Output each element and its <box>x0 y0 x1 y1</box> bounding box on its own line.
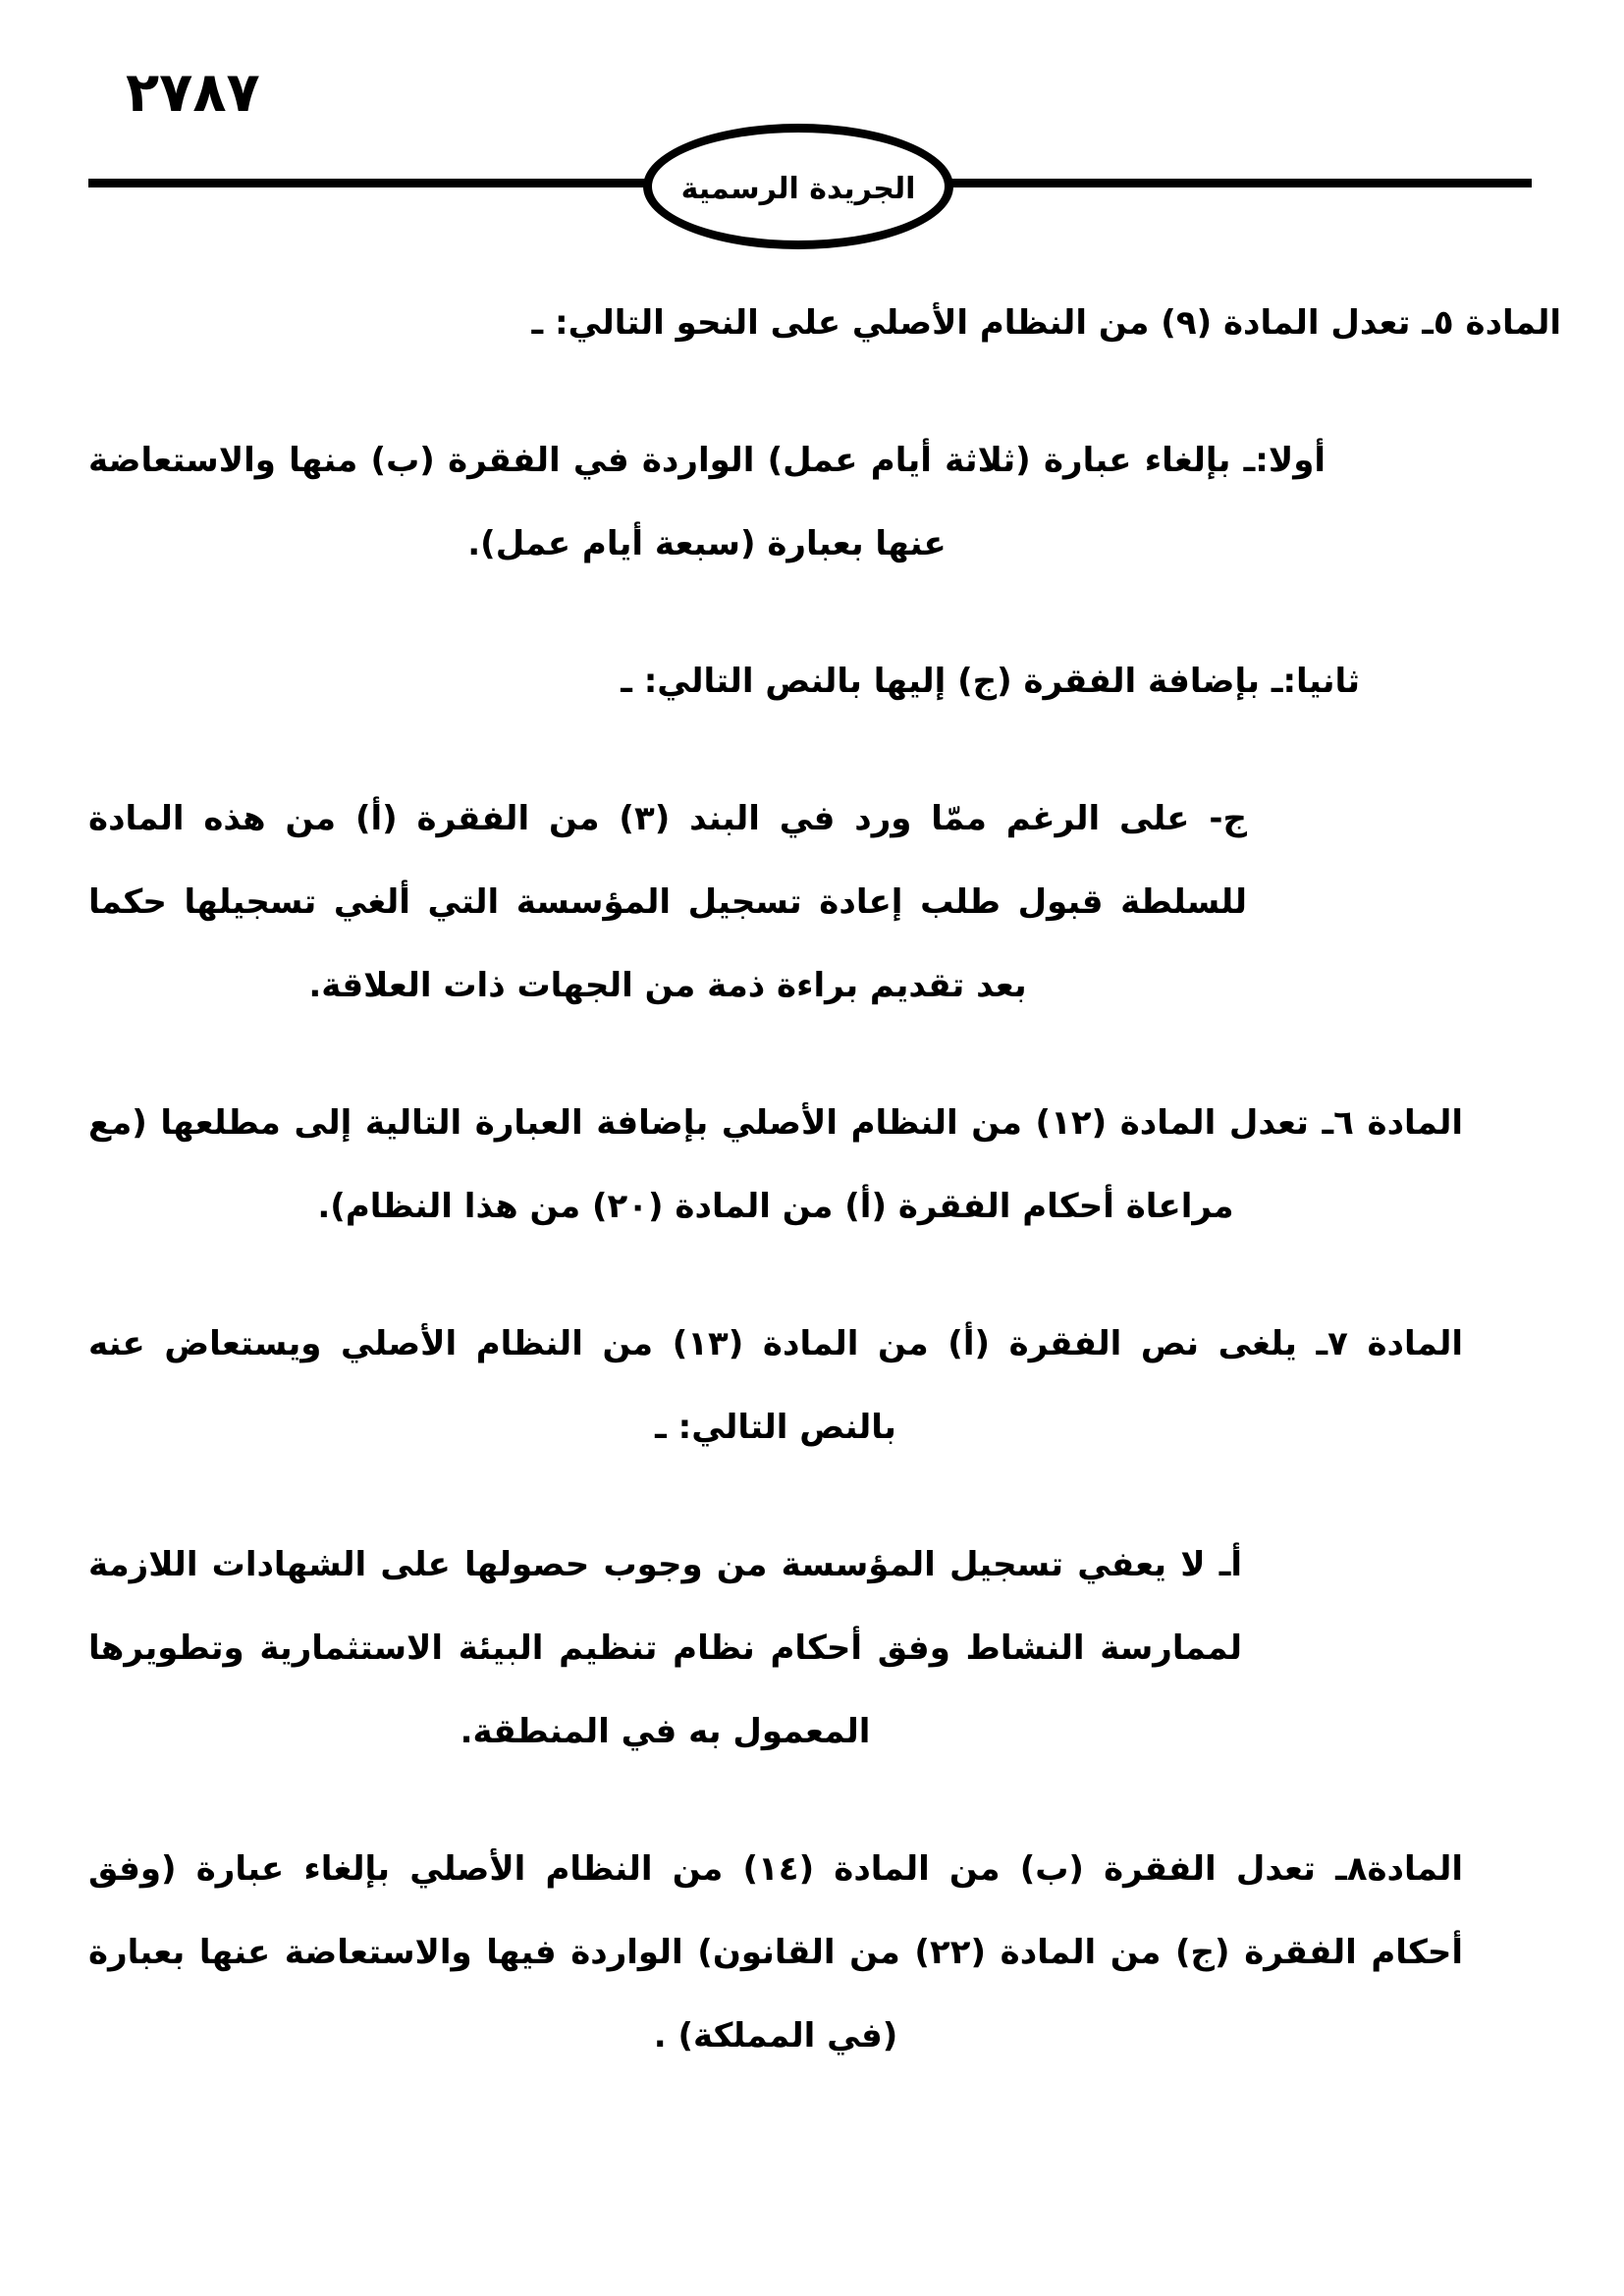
document-body <box>0 282 1624 2132</box>
gazette-title: الجريدة الرسمية <box>680 171 916 206</box>
paragraph-article-8: المادة٨ـ تعدل الفقرة (ب) من المادة (١٤) من النظام الأصلي بإلغاء عبارة (وفق أحكام الفقرة (ج) من المادة (٢٢) من القانون) الواردة فيها والاستعاضة عنها بعبارة (في المملكة) . <box>88 1849 1463 2056</box>
gazette-title-badge <box>643 124 953 249</box>
paragraph-clause-first: أولا:ـ بإلغاء عبارة (ثلاثة أيام عمل) الواردة في الفقرة (ب) منها والاستعاضة عنها بعبارة (سبعة أيام عمل). <box>88 441 1326 563</box>
paragraph-article-6: المادة ٦ـ تعدل المادة (١٢) من النظام الأصلي بإضافة العبارة التالية إلى مطلعها (مع مراعاة أحكام الفقرة (أ) من المادة (٢٠) من هذا النظام). <box>88 1103 1463 1226</box>
paragraph-clause-alef: أـ لا يعفي تسجيل المؤسسة من وجوب حصولها على الشهادات اللازمة لممارسة النشاط وفق أحكام نظام تنظيم البيئة الاستثمارية وتطويرها المعمول به في المنطقة. <box>88 1545 1242 1751</box>
page-number: ٢٧٨٧ <box>126 61 260 125</box>
paragraph-article-5: المادة ٥ـ تعدل المادة (٩) من النظام الأصلي على النحو التالي: ـ <box>531 303 1561 343</box>
paragraph-clause-jeem: ج- على الرغم ممّا ورد في البند (٣) من الفقرة (أ) من هذه المادة للسلطة قبول طلب إعادة تسجيل المؤسسة التي ألغي تسجيلها حكما بعد تقديم براءة ذمة من الجهات ذات العلاقة. <box>88 799 1247 1005</box>
paragraph-clause-second: ثانيا:ـ بإضافة الفقرة (ج) إليها بالنص التالي: ـ <box>621 662 1360 701</box>
paragraph-article-7: المادة ٧ـ يلغى نص الفقرة (أ) من المادة (١٣) من النظام الأصلي ويستعاض عنه بالنص التالي: ـ <box>88 1324 1463 1447</box>
